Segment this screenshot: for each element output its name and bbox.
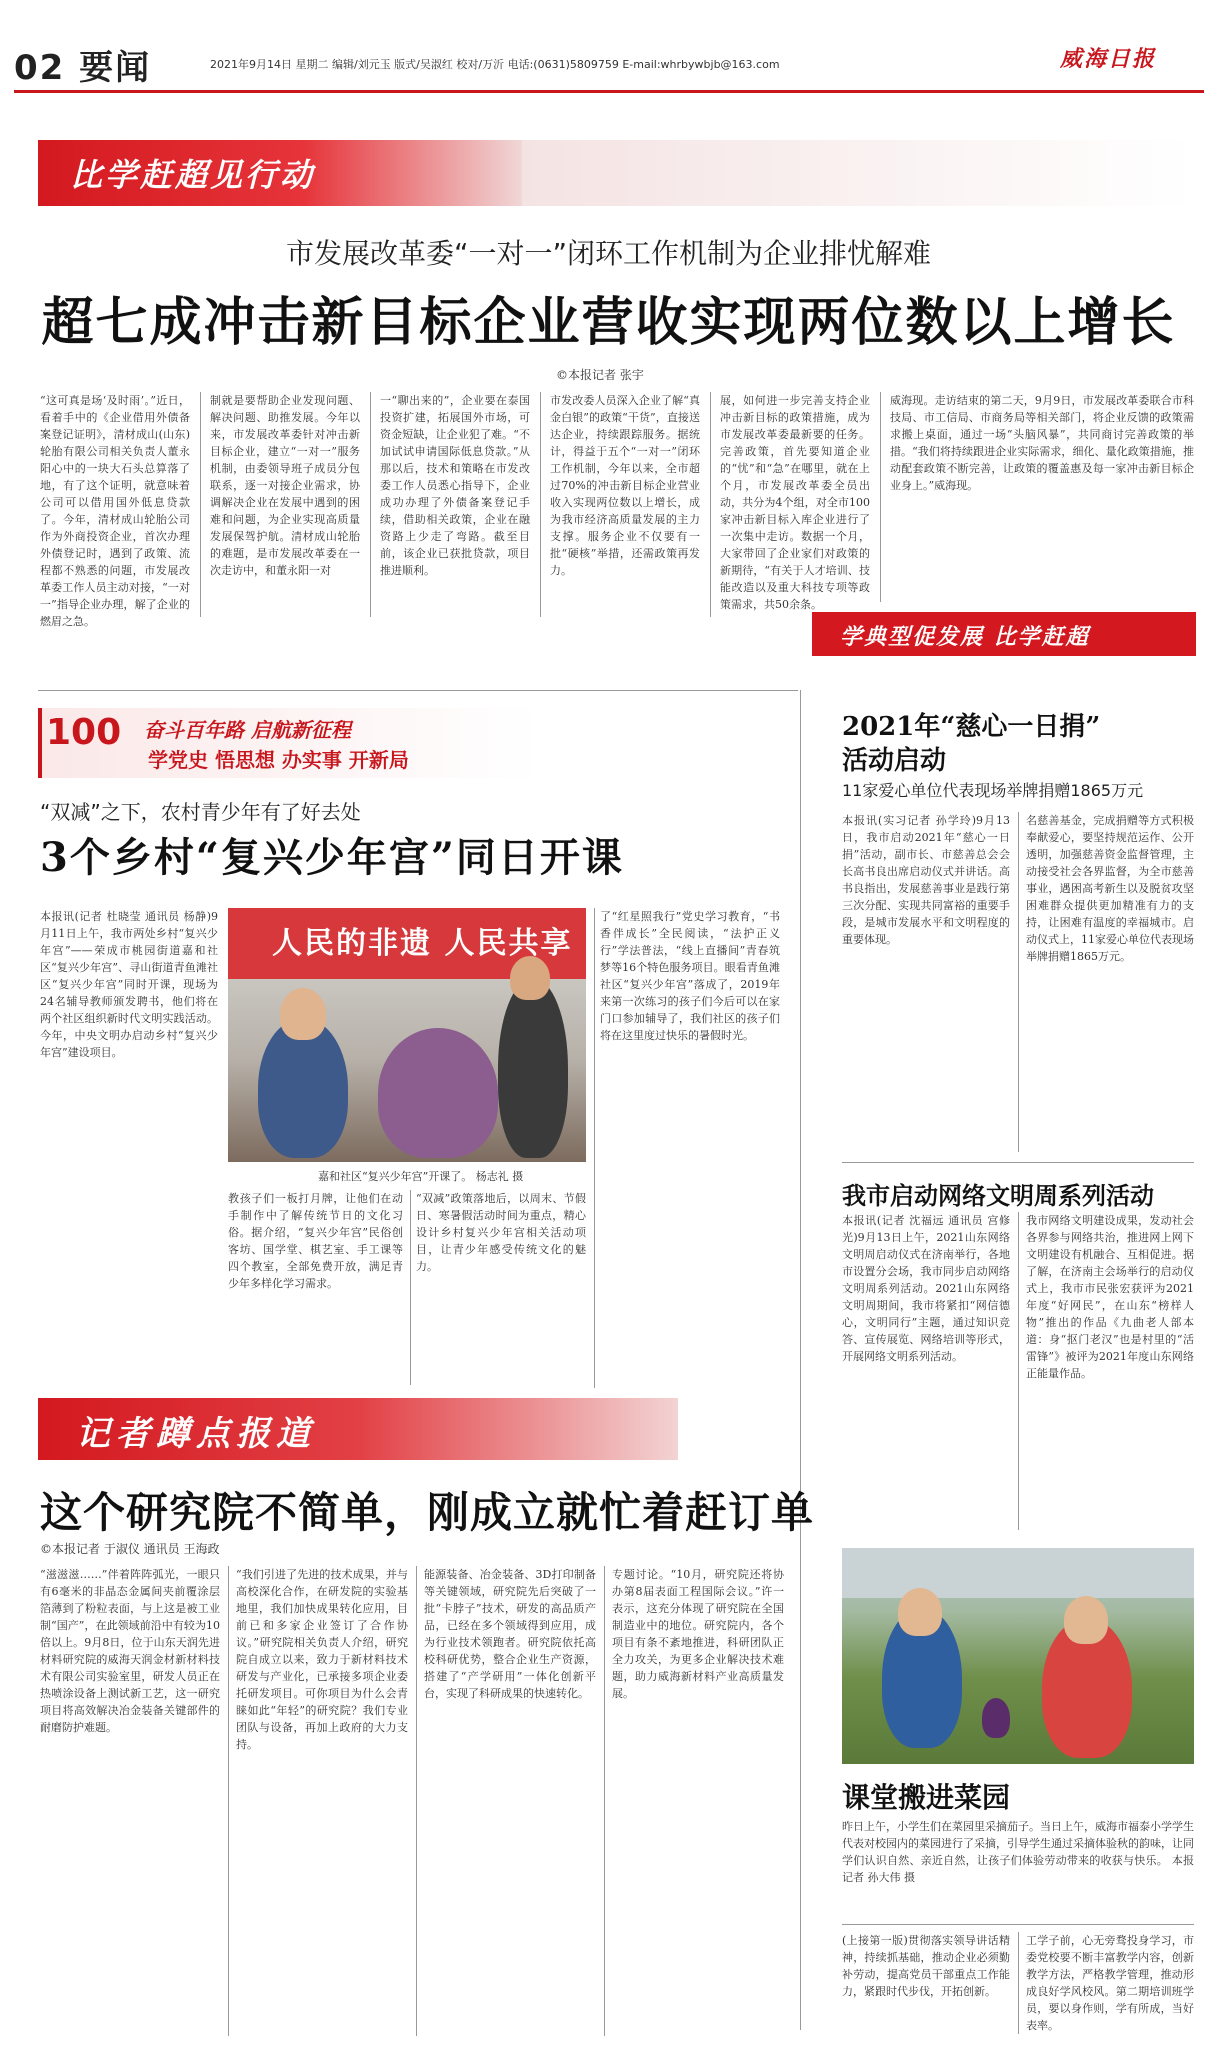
column-divider — [604, 1566, 605, 2036]
party-banner-slogan: 奋斗百年路 启航新征程 — [144, 718, 351, 742]
article-headline[interactable]: 这个研究院不简单，刚成立就忙着赶订单 — [40, 1488, 815, 1537]
column-divider — [1018, 812, 1019, 1152]
article-column: 本报讯(实习记者 孙学玲)9月13日，我市启动2021年“慈心一日捐”活动，副市长、市慈善总会会长高书良出席启动仪式并讲话。高书良指出，发展慈善事业是践行第三次分配、实现共同富裕的重要手段，是城市发展水平和文明程度的重要体现。 — [842, 814, 1010, 946]
column-divider — [416, 1566, 417, 2036]
article-column: (上接第一版)贯彻落实领导讲话精神，持续抓基础，推动企业必须勤补劳动，提高党员干部重点工作能力，紧跟时代步伐，开拓创新。 — [842, 1934, 1010, 1998]
photo-face — [280, 988, 326, 1040]
article-kicker: 市发展改革委“一对一”闭环工作机制为企业排忧解难 — [285, 237, 931, 270]
column-divider — [1018, 1932, 1019, 2034]
newspaper-logo: 威海日报 — [1060, 46, 1157, 72]
article-column: 一“聊出来的”，企业要在泰国投资扩建，拓展国外市场，可资金短缺，让企业犯了难。“不加试试申请国际低息贷款。”从那以后，技术和策略在市发改委工作人员悉心指导下，企业成功办理了外债备案登记手续，借助相关政策，企业在融资路上少走了弯路。截至目前，该企业已获批贷款，项目推进顺利。 — [380, 394, 530, 577]
article-subheadline: 11家爱心单位代表现场举牌捐赠1865万元 — [842, 781, 1144, 800]
article-column: 展，如何进一步完善支持企业冲击新目标的政策措施，成为市发展改革委最新要的任务。完善政策，首先要知道企业的“忧”和“急”在哪里，就在上个月，市发展改革委全员出动，共分为4个组，对全市100家冲击新目标入库企业进行了一次集中走访。数据一个月，大家带回了企业家们对政策的新期待，“有关于人才培训、技能改造以及重大科技专项等政策需求，共50余条。 — [720, 394, 870, 611]
photo-face — [510, 956, 550, 1000]
column-divider — [594, 908, 595, 1388]
article-column: “双减”政策落地后，以周末、节假日、寒暑假活动时间为重点，精心设计乡村复兴少年宫相关活动项目，让青少年感受传统文化的魅力。 — [416, 1192, 586, 1273]
article-column: “这可真是场‘及时雨’。”近日，看着手中的《企业借用外债备案登记证明》，清材成山(山东)轮胎有限公司相关负责人董永阳心中的一块大石头总算落了地，有了这个证明，就意味着公司可以借用国外低息贷款了。今年，清材成山轮胎公司作为外商投资企业，首次办理外债登记时，遇到了政策、流程都不熟悉的问题，市发展改革委工作人员主动对接，“一对一”指导企业办理，解了企业的燃眉之急。 — [40, 394, 190, 628]
section-banner-title: 记者蹲点报道 — [76, 1414, 316, 1454]
article-headline[interactable]: 超七成冲击新目标企业营收实现两位数以上增长 — [41, 292, 1176, 353]
section-rule — [38, 690, 798, 691]
article-column: 了“红星照我行”党史学习教育，“书香伴成长”全民阅读，“法护正义行”学法普法，“线上直播间”青春筑梦等16个特色服务项目。眼看青鱼滩社区“复兴少年宫”落成了，2019年来第一次练习的孩子们今后可以在家门口参加辅导了，我们社区的孩子们将在这里度过快乐的暑假时光。 — [600, 910, 780, 1042]
photo-caption: 嘉和社区“复兴少年宫”开课了。 杨志礼 摄 — [318, 1170, 524, 1183]
column-divider — [200, 392, 201, 617]
photo-face — [1064, 1596, 1108, 1644]
article-column: 名慈善基金，完成捐赠等方式积极奉献爱心，要坚持规范运作、公开透明，加强慈善资金监督管理，主动接受社会各界监督，为全市慈善事业，遇困高考新生以及脱贫攻坚困难群众提供更加精准有力的支持，让困难有温度的幸福城市。启动仪式上，11家爱心单位代表现场举牌捐赠1865万元。 — [1026, 814, 1194, 963]
photo-adult — [498, 978, 568, 1158]
article-byline: ©本报记者 于淑仪 通讯员 王海政 — [40, 1542, 220, 1556]
article-kicker: “双减”之下，农村青少年有了好去处 — [40, 800, 361, 824]
article-headline[interactable]: 我市启动网络文明周系列活动 — [842, 1181, 1154, 1210]
photo-dolls — [378, 1028, 498, 1158]
party-banner-slogan: 学党史 悟思想 办实事 开新局 — [148, 748, 409, 772]
column-divider — [410, 1190, 411, 1385]
column-divider — [710, 392, 711, 617]
article-headline-line2[interactable]: 活动启动 — [842, 746, 947, 776]
article-column: 制就是要帮助企业发现问题、解决问题、助推发展。今年以来，市发展改革委针对冲击新目标企业，建立“一对一”服务机制，由委领导班子成员分包联系，逐一对接企业需求，协调解决企业在发展中遇到的困难和问题，为企业实现高质量发展保驾护航。清材成山轮胎的难题，是市发展改革委在一次走访中，和董永阳一对 — [210, 394, 360, 577]
photo-caption: 昨日上午，小学生们在菜园里采摘茄子。当日上午，威海市福泰小学学生代表对校园内的菜园进行了采摘，引导学生通过采摘体验秋的韵味，让同学们认识自然、亲近自然，让孩子们体验劳动带来的收获与快乐。 本报记者 孙大伟 摄 — [842, 1820, 1194, 1884]
centenary-badge: 100 — [46, 712, 122, 753]
banner-sweep — [522, 140, 1192, 206]
article-column: 市发改委人员深入企业了解“真金白银”的政策“干货”，直接送达企业，持续跟踪服务。据统计，得益于五个“一对一”闭环工作机制，今年以来，全市超过70%的冲击新目标企业营业收入实现两位数以上增长，成为我市经济高质量发展的主力支撑。服务企业不仅要有一批“硬核”举措，还需政策再发力。 — [550, 394, 700, 577]
column-divider — [370, 392, 371, 617]
article-column: 教孩子们一板打月牌，让他们在动手制作中了解传统节日的文化习俗。据介绍，“复兴少年宫”民俗创客坊、国学堂、棋艺室、手工课等四个教室，全部免费开放，满足青少年多样化学习需求。 — [228, 1192, 403, 1290]
section-banner-title: 学典型促发展 比学赶超 — [840, 625, 1090, 650]
photo-banner-text: 人民的非遗 人民共享 — [272, 926, 573, 961]
column-divider — [1018, 1212, 1019, 1530]
article-headline[interactable]: 课堂搬进菜园 — [842, 1781, 1011, 1814]
article-headline[interactable]: 2021年“慈心一日捐” — [842, 712, 1101, 742]
column-divider — [800, 690, 801, 2030]
article-column: 本报讯(记者 杜晓莹 通讯员 杨静)9月11日上午，我市两处乡村“复兴少年宫”——荣成市桃园街道嘉和社区“复兴少年宫”、寻山街道青鱼滩社区“复兴少年宫”同时开课，现场为24名辅导教师颁发聘书，他们将在两个社区组织新时代文明实践活动。今年，中央文明办启动乡村“复兴少年宫”建设项目。 — [40, 910, 218, 1059]
news-photo — [842, 1548, 1194, 1764]
article-column: 威海现。走访结束的第二天，9月9日，市发展改革委联合市科技局、市工信局、市商务局等相关部门，将企业反馈的政策需求搬上桌面，通过一场“头脑风暴”，共同商讨完善政策的举措。“我们将持续跟进企业实际需求，细化、量化政策措施，推动配套政策不断完善，让政策的覆盖惠及每一家冲击新目标企业身上。”威海现。 — [890, 394, 1194, 492]
photo-eggplant — [982, 1698, 1010, 1738]
column-divider — [540, 392, 541, 617]
photo-building — [842, 1548, 1194, 1598]
article-headline[interactable]: 3个乡村“复兴少年宫”同日开课 — [40, 834, 624, 881]
article-column: 专题讨论。“10月，研究院还将协办第8届表面工程国际会议。”许一表示，这充分体现了研究院在全国制造业中的地位。研究院内，各个项目有条不紊地推进，科研团队正全力攻关，为更多企业解决技术难题，助力威海新材料产业高质量发展。 — [612, 1568, 784, 1700]
article-byline: ©本报记者 张宇 — [556, 368, 644, 382]
header-rule — [14, 90, 1204, 93]
article-column: “滋滋滋……”伴着阵阵弧光，一眼只有6毫米的非晶态金属间夹前覆涂层箔薄到了粉粒表面，与上这是被工业制“国产”，在此领域前沿中有较为10倍以上。9月8日，位于山东天润先进材料研究院的威海天润金材新材料技术有限公司实验室里，研发人员正在热喷涂设备上测试新工艺，这一研究项目将高效解决冶金装备关键部件的耐磨防护难题。 — [40, 1568, 220, 1734]
article-column: 我市网络文明建设成果，发动社会各界参与网络共治，推进网上网下文明建设有机融合、互相促进。据了解，在济南主会场举行的启动仪式上，我市市民张宏获评为2021年度“好网民”，在山东“榜样人物”推出的作品《九曲老人部本道：身“抠门老汉”也是村里的“活雷锋”》被评为2021年度山东网络正能量作品。 — [1026, 1214, 1194, 1380]
masthead-info: 2021年9月14日 星期二 编辑/刘元玉 版式/吴淑红 校对/万沂 电话:(0631)5809759 E-mail:whrbywbjb@163.com — [210, 58, 780, 71]
page-label: 02 要闻 — [14, 48, 152, 88]
column-divider — [880, 392, 881, 602]
article-column: “我们引进了先进的技术成果，并与高校深化合作，在研发院的实验基地里，我们加快成果转化应用，目前已和多家企业签订了合作协议。”研究院相关负责人介绍，研究院自成立以来，致力于新材料技术研发与产业化，已承接多项企业委托研发项目。可你项目为什么会青睐如此“年轻”的研究院？我们专业团队与设备，再加上政府的大力支持。 — [236, 1568, 408, 1751]
photo-face — [898, 1588, 942, 1636]
section-rule — [842, 1924, 1194, 1925]
column-divider — [228, 1566, 229, 2036]
article-column: 能源装备、冶金装备、3D打印制备等关键领域，研究院先后突破了一批“卡脖子”技术，研发的高品质产品，已经在多个领域得到应用，成为行业技术领跑者。研究院依托高校科研优势，整合企业生产资源，搭建了“产学研用”一体化创新平台，实现了科研成果的快速转化。 — [424, 1568, 596, 1700]
article-column: 本报讯(记者 沈福远 通讯员 宫修光)9月13日上午，2021山东网络文明周启动仪式在济南举行，各地市设置分会场，我市同步启动网络文明周系列活动。2021山东网络文明周期间，我市将紧扣“网信德心，文明同行”主题，通过知识竞答、宣传展览、网络培训等形式，开展网络文明系列活动。 — [842, 1214, 1010, 1363]
section-banner-title: 比学赶超见行动 — [70, 156, 316, 194]
section-rule — [842, 1162, 1194, 1163]
article-column: 工学子前，心无旁骛投身学习，市委党校要不断丰富教学内容，创新教学方法，严格教学管理，推动形成良好学风校风。第二期培训班学员，要以身作则，学有所成，当好表率。 — [1026, 1934, 1194, 2032]
